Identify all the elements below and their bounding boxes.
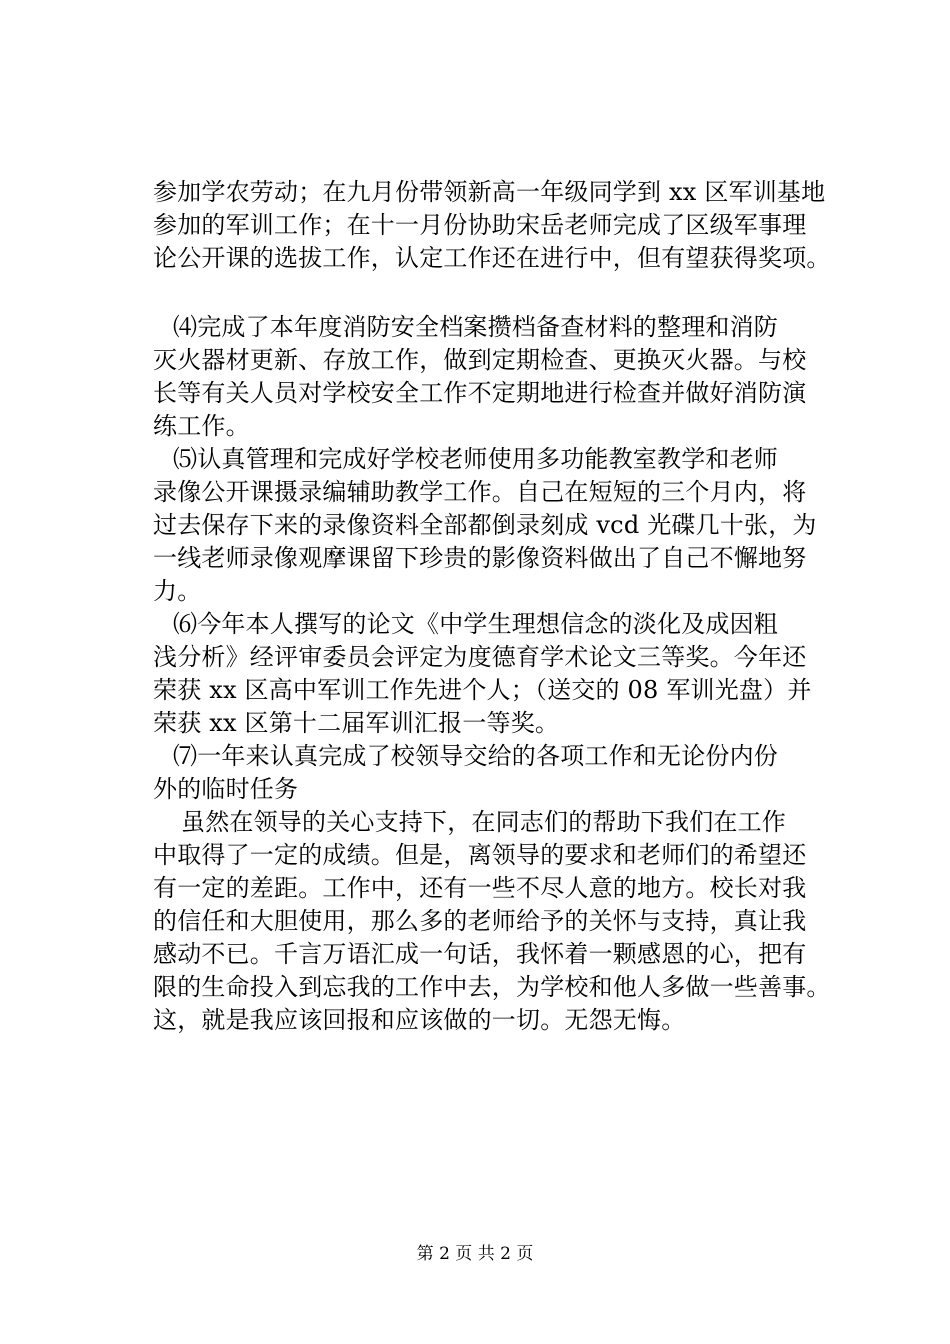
paragraph-gap bbox=[153, 275, 853, 311]
text-line: 虽然在领导的关心支持下，在同志们的帮助下我们在工作 bbox=[181, 808, 786, 836]
text-line: 外的临时任务 bbox=[153, 775, 299, 803]
document-body bbox=[153, 176, 853, 1037]
text-line: 浅分析》经评审委员会评定为度德育学术论文三等奖。今年还 bbox=[153, 643, 807, 671]
text-line: 这，就是我应该回报和应该做的一切。无怨无悔。 bbox=[153, 1006, 686, 1034]
text-line: 感动不已。千言万语汇成一句话，我怀着一颗感恩的心，把有 bbox=[153, 940, 807, 968]
text-line: 中取得了一定的成绩。但是，离领导的要求和老师们的希望还 bbox=[153, 841, 807, 869]
text-line: 录像公开课摄录编辅助教学工作。自己在短短的三个月内，将 bbox=[153, 478, 807, 506]
text-line: 荣获 xx 区高中军训工作先进个人；（送交的 08 军训光盘）并 bbox=[153, 676, 812, 704]
text-line: 有一定的差距。工作中，还有一些不尽人意的地方。校长对我 bbox=[153, 874, 807, 902]
text-line: 参加学农劳动；在九月份带领新高一年级同学到 xx 区军训基地 bbox=[153, 178, 826, 206]
text-line: 力。 bbox=[153, 577, 202, 605]
text-line: 的信任和大胆使用，那么多的老师给予的关怀与支持，真让我 bbox=[153, 907, 807, 935]
text-line: 参加的军训工作；在十一月份协助宋岳老师完成了区级军事理 bbox=[153, 211, 807, 239]
text-line: 一线老师录像观摩课留下珍贵的影像资料做出了自己不懈地努 bbox=[153, 544, 807, 572]
text-line: 长等有关人员对学校安全工作不定期地进行检查并做好消防演 bbox=[153, 379, 807, 407]
text-line: 练工作。 bbox=[153, 412, 250, 440]
text-line: ⑸认真管理和完成好学校老师使用多功能教室教学和老师 bbox=[173, 445, 778, 473]
text-line: ⑺一年来认真完成了校领导交给的各项工作和无论份内份 bbox=[173, 742, 778, 770]
text-line: ⑹今年本人撰写的论文《中学生理想信念的淡化及成因粗 bbox=[173, 610, 778, 638]
text-line: 灭火器材更新、存放工作，做到定期检查、更换灭火器。与校 bbox=[153, 346, 807, 374]
text-line: 荣获 xx 区第十二届军训汇报一等奖。 bbox=[153, 709, 560, 737]
text-line: 过去保存下来的录像资料全部都倒录刻成 vcd 光碟几十张，为 bbox=[153, 511, 817, 539]
text-line: 限的生命投入到忘我的工作中去，为学校和他人多做一些善事。 bbox=[153, 973, 831, 1001]
page-footer: 第 2 页 共 2 页 bbox=[416, 1244, 534, 1264]
text-line: ⑷完成了本年度消防安全档案攒档备查材料的整理和消防 bbox=[173, 313, 778, 341]
text-line: 论公开课的选拔工作，认定工作还在进行中，但有望获得奖项。 bbox=[153, 244, 831, 272]
